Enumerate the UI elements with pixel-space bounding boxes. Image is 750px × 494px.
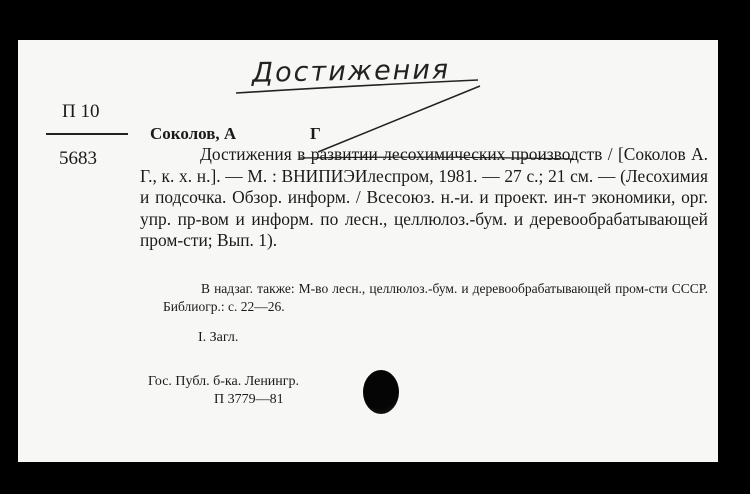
author-initial: Г <box>310 124 321 143</box>
handwritten-title: Достижения <box>251 54 451 89</box>
call-number-divider <box>46 133 128 135</box>
catalog-card <box>18 40 718 462</box>
main-entry-text: Достижения в развитии лесохимических производств / [Соколов А. Г., к. х. н.]. — М. : ВНИПИЭИлеспром, 1981. — 27 с.; 21 см. — (Лесохимия и подсочка. Обзор. информ. / Всесоюз. н.-и. и проект. ин-т экономики, орг. упр. пр-вом и информ. по лесн., целлюлоз.-бум. и деревообрабатывающей пром-сти; Вып. 1). <box>140 144 708 250</box>
call-number-class: П 10 <box>62 101 100 122</box>
author-name: Соколов, А <box>150 124 237 143</box>
subject-entry: I. Загл. <box>198 330 239 345</box>
bibliographic-note: В надзаг. также: М-во лесн., целлюлоз.-бум. и деревообрабатывающей пром-сти СССР. Библиогр.: с. 22—26. <box>163 281 708 314</box>
call-number: 5683 <box>59 148 97 169</box>
accession-number: П 3779—81 <box>214 392 284 407</box>
ink-stamp <box>363 370 399 414</box>
library-holder <box>148 373 299 409</box>
author-heading <box>150 124 321 144</box>
library-name: Гос. Публ. б-ка. Ленингр. <box>148 374 300 389</box>
